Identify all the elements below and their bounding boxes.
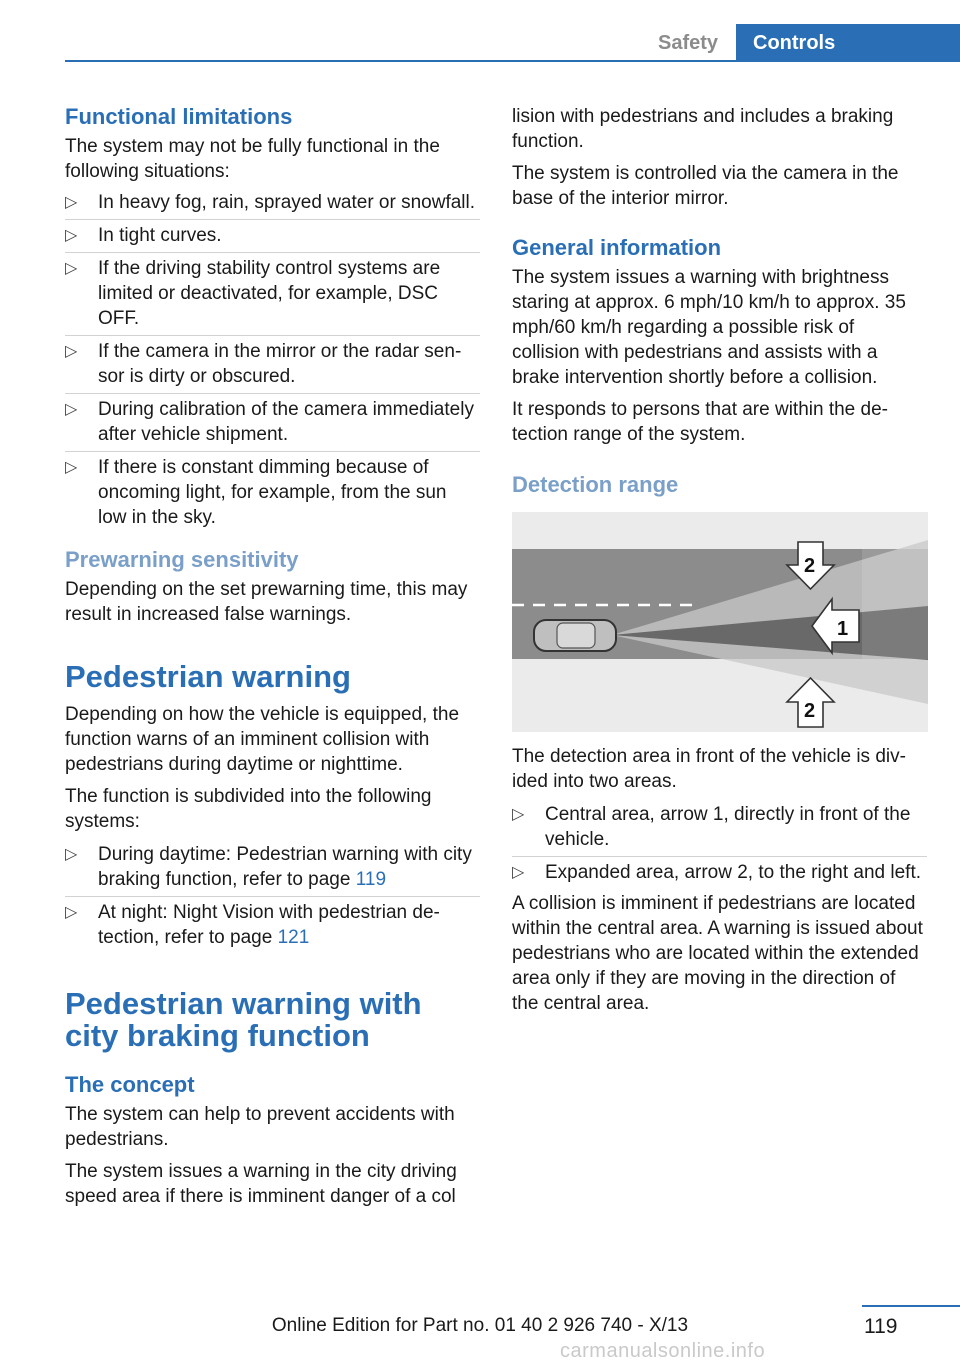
camera-text: The system is controlled via the camera in the base of the interior mirror. [512, 163, 899, 209]
continued-text: lision with pedestrians and includes a braking function. [512, 106, 894, 152]
detection-text-1: The detection area in front of the vehicle is divided into two areas. [512, 746, 906, 792]
triangle-bullet-icon: ▷ [512, 806, 525, 823]
list-item: ▷ In heavy fog, rain, sprayed water or snowfall. [65, 192, 476, 213]
arrow-2-top-label: 2 [804, 555, 816, 577]
list-item: ▷ At night: Night Vision with pedestrian detection, refer to page 121 [65, 896, 480, 954]
triangle-bullet-icon: ▷ [65, 846, 78, 863]
pedestrian-systems-list [65, 839, 480, 954]
detection-range-figure [512, 512, 928, 732]
concept-text-1: The system can help to prevent accidents with pedestrians. [65, 1104, 455, 1150]
detection-range-heading: Detection range [512, 472, 679, 497]
arrow-1-label: 1 [837, 618, 849, 640]
detection-text-2: A collision is imminent if pedestrians are located within the central area. A warning is issued about pedestrians who are located within the extended area only if they are moving in the direction of the central area. [512, 893, 923, 1014]
tab-safety[interactable]: Safety [657, 32, 719, 54]
road-end-fade [862, 549, 928, 659]
list-item: ▷ During calibration of the camera immediately after vehicle shipment. [65, 393, 480, 451]
list-item: ▷ Expanded area, arrow 2, to the right and left. [512, 856, 927, 889]
pedestrian-warning-text-1: Depending on how the vehicle is equipped, the function warns of an imminent collision with pedestrians during daytime or nighttime. [65, 704, 460, 775]
prewarning-text: Depending on the set prewarning time, this may result in increased false warnings. [65, 579, 468, 625]
concept-text-2: The system issues a warning in the city driving speed area if there is imminent danger of a col [65, 1161, 457, 1207]
triangle-bullet-icon: ▷ [65, 401, 78, 418]
page-ref-link[interactable]: 121 [277, 927, 310, 948]
general-information-text-1: The system issues a warning with brightness staring at approx. 6 mph/10 km/h to approx. 35 mph/60 km/h regarding a possible risk of collision with pedestrians and assists with a brake intervention shortly before a collision. [512, 267, 906, 388]
list-item: ▷ If the camera in the mirror or the radar sensor is dirty or obscured. [65, 335, 480, 393]
prewarning-heading: Prewarning sensitivity [65, 547, 299, 572]
edition-line: Online Edition for Part no. 01 40 2 926 740 - X/13 [271, 1315, 689, 1336]
pedestrian-warning-heading: Pedestrian warning [65, 659, 351, 694]
general-information-heading: General information [512, 235, 722, 260]
car-icon [534, 620, 616, 651]
triangle-bullet-icon: ▷ [512, 864, 525, 881]
arrow-2-bottom-label: 2 [804, 700, 816, 722]
city-braking-heading: Pedestrian warning with city braking function [65, 986, 422, 1053]
concept-heading: The concept [65, 1072, 195, 1097]
list-item: ▷ If there is constant dimming because of oncoming light, for example, from the sun low in the sky. [65, 451, 480, 534]
page-number: 119 [864, 1315, 898, 1338]
general-information-text-2: It responds to persons that are within the detection range of the system. [512, 399, 888, 445]
detection-areas-list [512, 799, 927, 889]
triangle-bullet-icon: ▷ [65, 459, 78, 476]
footer-rule [862, 1305, 960, 1307]
triangle-bullet-icon: ▷ [65, 904, 78, 921]
list-item: ▷ If the driving stability control systems are limited or deactivated, for example, DSC OFF. [65, 252, 480, 335]
list-item: ▷ During daytime: Pedestrian warning with city braking function, refer to page 119 [65, 844, 472, 890]
triangle-bullet-icon: ▷ [65, 227, 78, 244]
functional-limitations-list [65, 187, 480, 534]
triangle-bullet-icon: ▷ [65, 260, 78, 277]
pedestrian-warning-text-2: The function is subdivided into the following systems: [65, 786, 432, 832]
header-rule [65, 60, 960, 62]
list-item: ▷ Central area, arrow 1, directly in front of the vehicle. [512, 804, 911, 850]
watermark: carmanualsonline.info [560, 1340, 766, 1362]
list-item: ▷ In tight curves. [65, 219, 480, 252]
tab-controls[interactable]: Controls [736, 24, 960, 62]
left-column [65, 100, 480, 1209]
page-ref-link[interactable]: 119 [355, 869, 387, 890]
right-column [512, 100, 927, 1016]
functional-limitations-heading: Functional limitations [65, 104, 293, 129]
triangle-bullet-icon: ▷ [65, 343, 78, 360]
triangle-bullet-icon: ▷ [65, 194, 78, 211]
functional-limitations-intro: The system may not be fully functional in the following situations: [65, 136, 440, 182]
